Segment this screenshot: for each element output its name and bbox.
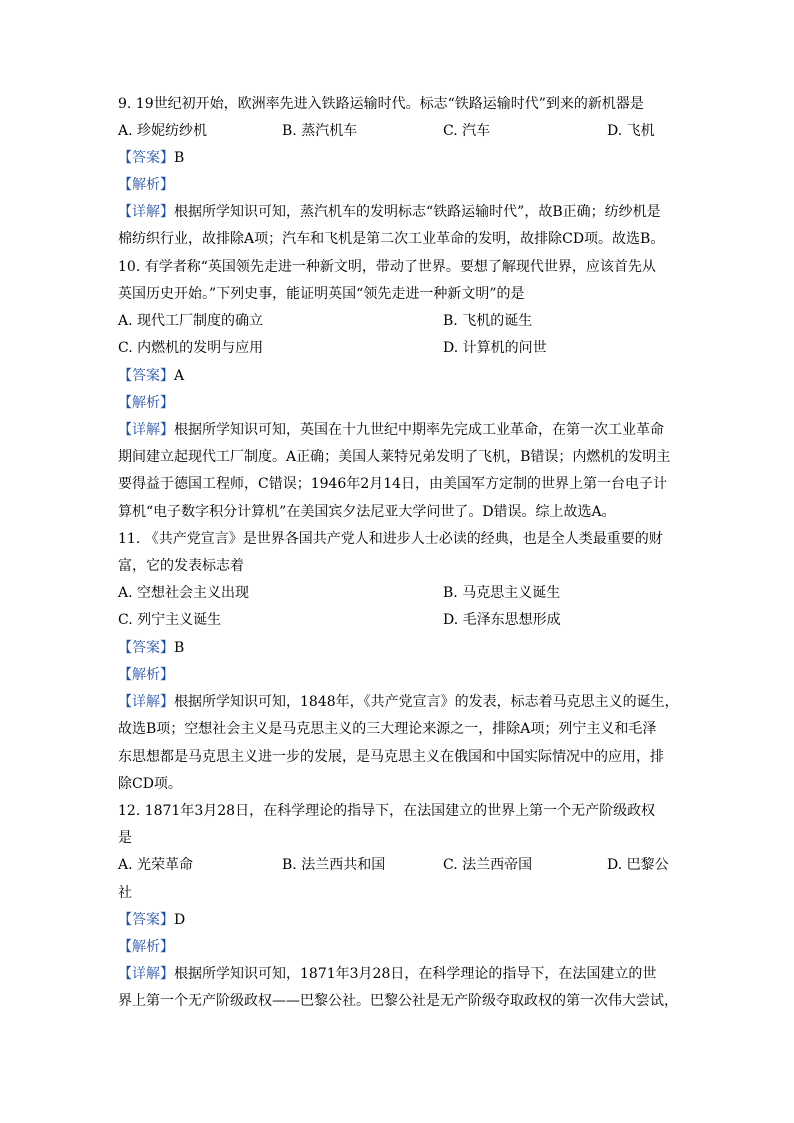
answer-value: A (174, 368, 185, 384)
question-9-answer (118, 145, 184, 171)
question-10-detail-line-1 (118, 417, 664, 443)
answer-value: B (174, 150, 185, 166)
question-11-detail-line-1 (118, 689, 679, 715)
question-11-option-b: B. 马克思主义诞生 (443, 585, 561, 601)
question-9-detail-line-2: 棉纺织行业，故排除A项；汽车和飞机是第二次工业革命的发明，故排除CD项。故选B。 (118, 231, 665, 247)
detail-tag: 【详解】 (118, 204, 174, 220)
question-10-option-a: A. 现代工厂制度的确立 (118, 313, 264, 329)
answer-tag: 【答案】 (118, 368, 174, 384)
question-12-option-c: C. 法兰西帝国 (443, 857, 533, 873)
question-11-detail-line-3: 东思想都是马克思主义进一步的发展，是马克思主义在俄国和中国实际情况中的应用，排 (118, 749, 664, 765)
detail-text: 根据所学知识可知，1871年3月28日，在科学理论的指导下，在法国建立的世 (174, 966, 657, 982)
answer-value: B (174, 640, 185, 656)
question-10-detail-line-4: 算机“电子数字积分计算机”在美国宾夕法尼亚大学问世了。D错误。综上故选A。 (118, 504, 616, 520)
question-11-stem-line-2: 富，它的发表标志着 (118, 558, 244, 574)
detail-text: 根据所学知识可知，1848年，《共产党宣言》的发表，标志着马克思主义的诞生， (174, 694, 679, 710)
question-10-analysis-tag: 【解析】 (118, 395, 174, 411)
question-12-answer (118, 907, 185, 933)
question-11-detail-line-4: 除CD项。 (118, 776, 182, 792)
question-11-option-d: D. 毛泽东思想形成 (443, 612, 561, 628)
question-12-detail-line-2: 界上第一个无产阶级政权——巴黎公社。巴黎公社是无产阶级夺取政权的第一次伟大尝试， (118, 993, 678, 1009)
detail-tag: 【详解】 (118, 422, 174, 438)
detail-text: 根据所学知识可知，蒸汽机车的发明标志“铁路运输时代”，故B正确；纺纱机是 (174, 204, 661, 220)
question-9-option-a: A. 珍妮纺纱机 (118, 123, 208, 139)
answer-tag: 【答案】 (118, 150, 174, 166)
question-11-option-a: A. 空想社会主义出现 (118, 585, 250, 601)
question-12-option-b: B. 法兰西共和国 (282, 857, 386, 873)
question-12-option-d: D. 巴黎公 (607, 857, 669, 873)
question-12-option-a: A. 光荣革命 (118, 857, 194, 873)
question-12-analysis-tag: 【解析】 (118, 939, 174, 955)
question-9-detail-line-1 (118, 199, 661, 225)
question-9-option-d: D. 飞机 (607, 123, 655, 139)
question-10-detail-line-3: 要得益于德国工程师，C错误；1946年2月14日，由美国军方定制的世界上第一台电子计 (118, 476, 668, 492)
question-10-detail-line-2: 期间建立起现代工厂制度。A正确；美国人莱特兄弟发明了飞机，B错误；内燃机的发明主 (118, 449, 671, 465)
question-12-stem-line-1: 12. 1871年3月28日，在科学理论的指导下，在法国建立的世界上第一个无产阶级政权 (118, 803, 656, 819)
question-9-option-c: C. 汽车 (443, 123, 491, 139)
question-9-analysis-tag: 【解析】 (118, 177, 174, 193)
question-10-option-b: B. 飞机的诞生 (443, 313, 533, 329)
detail-tag: 【详解】 (118, 966, 174, 982)
question-12-option-d-wrap: 社 (118, 885, 132, 901)
answer-tag: 【答案】 (118, 640, 174, 656)
question-11-detail-line-2: 故选B项；空想社会主义是马克思主义的三大理论来源之一，排除A项；列宁主义和毛泽 (118, 721, 657, 737)
question-9-option-b: B. 蒸汽机车 (282, 123, 358, 139)
question-10-stem-line-2: 英国历史开始。”下列史事，能证明英国“领先走进一种新文明”的是 (118, 286, 525, 302)
question-11-answer (118, 635, 184, 661)
question-11-stem-line-1: 11. 《共产党宣言》是世界各国共产党人和进步人士必读的经典，也是全人类最重要的财 (118, 531, 663, 547)
question-11-option-c: C. 列宁主义诞生 (118, 612, 222, 628)
question-12-stem-line-2: 是 (118, 830, 132, 846)
question-10-option-c: C. 内燃机的发明与应用 (118, 340, 264, 356)
question-10-option-d: D. 计算机的问世 (443, 340, 547, 356)
question-10-stem-line-1: 10. 有学者称“英国领先走进一种新文明，带动了世界。要想了解现代世界，应该首先从 (118, 259, 656, 275)
detail-text: 根据所学知识可知，英国在十九世纪中期率先完成工业革命，在第一次工业革命 (174, 422, 664, 438)
question-9-stem: 9. 19世纪初开始，欧洲率先进入铁路运输时代。标志“铁路运输时代”到来的新机器是 (118, 96, 644, 112)
detail-tag: 【详解】 (118, 694, 174, 710)
question-11-analysis-tag: 【解析】 (118, 667, 174, 683)
question-12-detail-line-1 (118, 961, 656, 987)
answer-value: D (174, 912, 186, 928)
question-10-answer (118, 363, 184, 389)
answer-tag: 【答案】 (118, 912, 174, 928)
